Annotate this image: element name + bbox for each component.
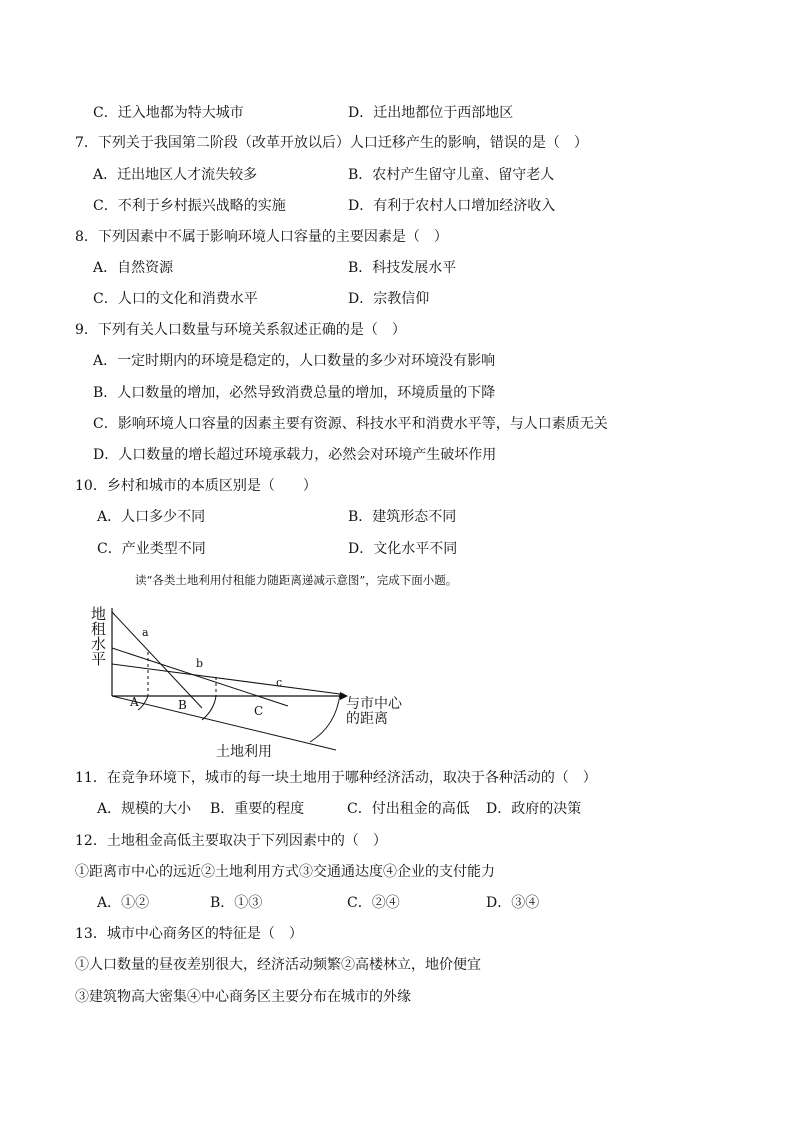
q10-option-d: D．文化水平不同 — [348, 541, 458, 557]
q13-items-1: ①人口数量的昼夜差别很大，经济活动频繁②高楼林立，地价便宜 — [75, 957, 481, 973]
zone-arc-b — [202, 696, 216, 720]
q11-option-d: D．政府的决策 — [486, 801, 582, 817]
q7-stem: 7．下列关于我国第二阶段（改革开放以后）人口迁移产生的影响，错误的是（ ） — [75, 135, 588, 151]
q10-option-c: C．产业类型不同 — [97, 541, 206, 557]
line-label-c: c — [276, 676, 283, 689]
q9-option-b: B．人口数量的增加，必然导致消费总量的增加，环境质量的下降 — [93, 385, 496, 401]
rent-line-c — [112, 664, 340, 694]
q9-option-c: C．影响环境人口容量的因素主要有资源、科技水平和消费水平等，与人口素质无关 — [93, 416, 608, 432]
q6-option-c: C．迁入地都为特大城市 — [93, 105, 244, 121]
q7-option-c: C．不利于乡村振兴战略的实施 — [93, 198, 286, 214]
q13-stem: 13．城市中心商务区的特征是（ ） — [75, 926, 303, 942]
q9-option-a: A．一定时期内的环境是稳定的，人口数量的多少对环境没有影响 — [93, 353, 496, 369]
land-use-boundary — [112, 696, 336, 750]
q11-stem: 11．在竞争环境下，城市的每一块土地用于哪种经济活动，取决于各种活动的（ ） — [75, 770, 597, 786]
q12-stem: 12．土地租金高低主要取决于下列因素中的（ ） — [75, 833, 387, 849]
line-label-a: a — [142, 626, 149, 639]
land-use-label: 土地利用 — [216, 744, 272, 760]
y-axis-label: 地租水平 — [89, 606, 107, 666]
q8-option-c: C．人口的文化和消费水平 — [93, 291, 258, 307]
q10-option-a: A．人口多少不同 — [97, 509, 206, 525]
q8-option-a: A．自然资源 — [93, 260, 174, 276]
q8-option-b: B．科技发展水平 — [348, 260, 457, 276]
q12-option-d: D．③④ — [486, 895, 540, 911]
q9-stem: 9．下列有关人口数量与环境关系叙述正确的是（ ） — [75, 322, 406, 338]
q13-items-2: ③建筑物高大密集④中心商务区主要分布在城市的外缘 — [75, 989, 411, 1005]
q9-option-d: D．人口数量的增长超过环境承载力，必然会对环境产生破坏作用 — [93, 447, 497, 463]
bid-rent-diagram — [78, 596, 438, 761]
q6-option-d: D．迁出地都位于西部地区 — [348, 105, 514, 121]
zone-label-a: A — [130, 695, 139, 709]
q11-option-b: B．重要的程度 — [210, 801, 305, 817]
figure-caption: 读“各类土地利用付租能力随距离递减示意图”，完成下面小题。 — [135, 573, 458, 587]
q7-option-a: A．迁出地区人才流失较多 — [93, 167, 258, 183]
q11-option-c: C．付出租金的高低 — [347, 801, 470, 817]
q7-option-b: B．农村产生留守儿童、留守老人 — [348, 167, 555, 183]
q12-items: ①距离市中心的远近②土地利用方式③交通通达度④企业的支付能力 — [75, 864, 495, 880]
zone-arc-c — [310, 694, 340, 742]
line-label-b: b — [196, 657, 204, 670]
zone-label-c: C — [254, 704, 264, 718]
q10-option-b: B．建筑形态不同 — [348, 509, 457, 525]
q10-stem: 10．乡村和城市的本质区别是（ ） — [75, 478, 317, 494]
rent-line-a — [112, 612, 202, 708]
q12-option-b: B．①③ — [210, 895, 263, 911]
x-axis-label-line2: 的距离 — [346, 711, 388, 727]
zone-label-b: B — [178, 698, 187, 712]
x-axis-label-line1: 与市中心 — [346, 696, 402, 712]
q12-option-a: A．①② — [97, 895, 150, 911]
q12-option-c: C．②④ — [347, 895, 400, 911]
q8-option-d: D．宗教信仰 — [348, 291, 430, 307]
q11-option-a: A．规模的大小 — [97, 801, 192, 817]
q7-option-d: D．有利于农村人口增加经济收入 — [348, 198, 556, 214]
q8-stem: 8．下列因素中不属于影响环境人口容量的主要因素是（ ） — [75, 229, 448, 245]
